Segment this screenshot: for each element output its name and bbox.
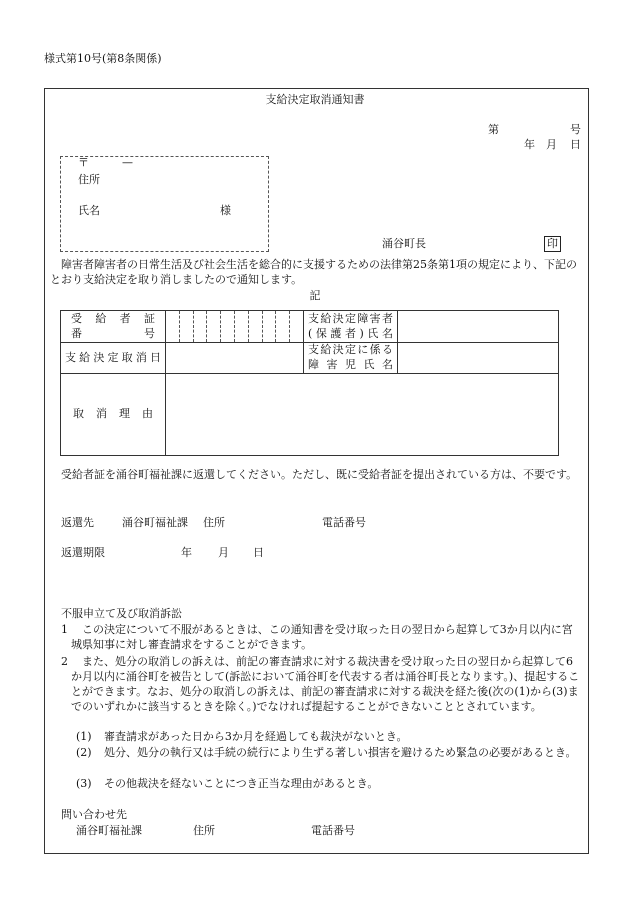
name-label: 氏名: [78, 204, 100, 217]
cancel-date-label: 支給決定取消日: [61, 343, 166, 374]
return-deadline-label: 返還期限: [61, 546, 105, 559]
honorific: 様: [220, 204, 231, 217]
number-suffix: 号: [570, 123, 581, 136]
reason-value: [166, 374, 559, 456]
contact-address: 住所: [193, 824, 215, 837]
child-name-label: 支給決定に係る 障害児氏名: [304, 343, 398, 374]
return-dest-phone: 電話番号: [322, 516, 366, 529]
appeal-sub-2-num: (2): [76, 746, 92, 759]
return-dest-address: 住所: [203, 516, 225, 529]
appeal-sub-1: 審査請求があった日から3か月を経過しても裁決がないとき。: [104, 730, 408, 743]
number-prefix: 第: [488, 123, 499, 136]
appeal-sub-3-num: (3): [76, 777, 92, 790]
appeal-heading: 不服申立て及び取消訴訟: [61, 607, 182, 620]
appeal-item-1-num: 1: [61, 623, 68, 636]
appeal-sub-3: その他裁決を経ないことにつき正当な理由があるとき。: [104, 777, 379, 790]
date-day: 日: [570, 138, 581, 151]
contact-phone: 電話番号: [311, 824, 355, 837]
mayor-name: 涌谷町長: [382, 237, 426, 250]
contact-heading: 問い合わせ先: [61, 808, 127, 821]
cancel-date-value: [166, 343, 304, 374]
appeal-item-1: この決定について不服があるときは、この通知書を受け取った日の翌日から起算して3か月以内に宮城県知事に対し審査請求をすることができます。: [71, 623, 573, 651]
return-deadline-day: 日: [253, 546, 264, 559]
seal-stamp: 印: [544, 236, 561, 252]
decision-person-label: 支給決定障害者 (保護者)氏名: [304, 311, 398, 343]
reason-label: 取消理由: [61, 374, 166, 456]
appeal-item-2: また、処分の取消しの訴えは、前記の審査請求に対する裁決書を受け取った日の翌日から起算して6か月以内に涌谷町を被告として(訴訟において涌谷町を代表する者は涌谷町長となります。)、提起することができます。なお、処分の取消しの訴えは、前記の審査請求に対する裁決を経た後(次の(1)から(3)までのいずれかに該当するときを除く。)でなければ提起することができないこととされています。: [71, 655, 580, 713]
cert-number-label: 受給者証 番号: [61, 311, 166, 343]
child-name-value: [398, 343, 559, 374]
address-label: 住所: [78, 173, 100, 186]
document-title: 支給決定取消通知書: [265, 93, 365, 106]
postal-mark: 〒: [78, 156, 89, 169]
contact-office: 涌谷町福祉課: [76, 824, 142, 837]
date-month: 月: [546, 138, 557, 151]
decision-person-value: [398, 311, 559, 343]
date-year: 年: [524, 138, 535, 151]
ki-label: 記: [309, 289, 321, 302]
body-paragraph: 障害者障害者の日常生活及び社会生活を総合的に支援するための法律第25条第1項の規定により、下記のとおり支給決定を取り消しましたので通知します。: [50, 258, 577, 286]
return-notice: 受給者証を涌谷町福祉課に返還してください。ただし、既に受給者証を提出されている方は、不要です。: [61, 468, 578, 481]
cert-number-digits: [166, 311, 304, 343]
cancellation-table: [60, 310, 559, 456]
return-deadline-month: 月: [218, 546, 229, 559]
return-deadline-year: 年: [181, 546, 192, 559]
appeal-sub-1-num: (1): [76, 730, 92, 743]
appeal-sub-2: 処分、処分の執行又は手続の続行により生ずる著しい損害を避けるため緊急の必要があるとき。: [104, 746, 577, 759]
postal-dash: —: [122, 156, 133, 169]
return-dest-office: 涌谷町福祉課: [122, 516, 188, 529]
appeal-item-2-num: 2: [61, 655, 68, 668]
form-number-label: 様式第10号(第8条関係): [44, 52, 162, 65]
return-dest-label: 返還先: [61, 516, 94, 529]
